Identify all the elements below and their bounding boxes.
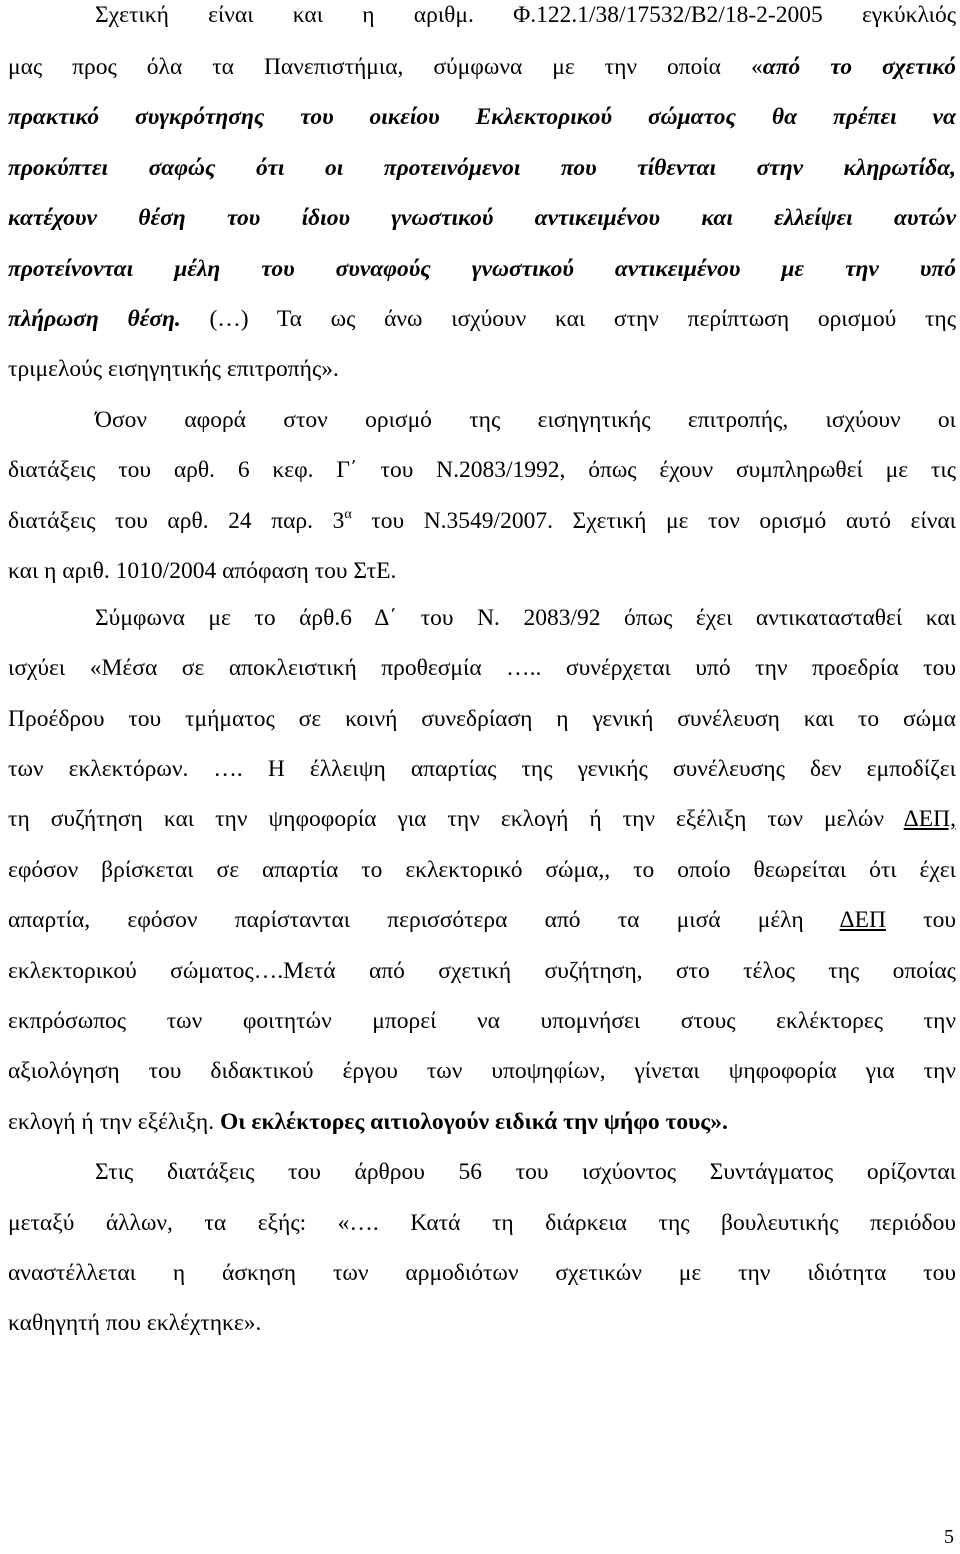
text-run: τη συζήτηση και την ψηφοφορία για την εκλογή ή την εξέλιξη των μελών	[8, 806, 904, 832]
text-run: εφόσον βρίσκεται σε απαρτία το εκλεκτορικό σώμα,, το οποίο θεωρείται ότι έχει	[8, 857, 956, 883]
text-line	[8, 556, 956, 586]
text-run: του Ν.3549/2007. Σχετική με τον ορισμό αυτό είναι	[351, 508, 957, 534]
text-run: μας προς όλα τα Πανεπιστήμια, σύμφωνα με την οποία «	[8, 54, 763, 80]
text-run: καθηγητή που εκλέχτηκε».	[8, 1310, 262, 1336]
text-line	[8, 304, 956, 334]
text-line	[8, 1208, 956, 1238]
emphasis-text: πλήρωση θέση.	[8, 306, 181, 332]
text-run: των εκλεκτόρων. …. Η έλλειψη απαρτίας της γενικής συνέλευσης δεν εμποδίζει	[8, 756, 956, 782]
text-run: διατάξεις του αρθ. 24 παρ. 3	[8, 508, 345, 534]
text-line	[8, 1258, 956, 1288]
text-run: εκπρόσωπος των φοιτητών μπορεί να υπομνήσει στους εκλέκτορες την	[8, 1008, 956, 1034]
text-run: του	[886, 907, 956, 933]
text-line	[8, 804, 956, 834]
text-line	[8, 603, 956, 633]
emphasis-text: από το σχετικό	[762, 54, 957, 80]
text-line	[8, 653, 956, 683]
text-line	[8, 1107, 956, 1137]
text-line	[8, 52, 956, 82]
text-run: Σχετική είναι και η αριθμ. Φ.122.1/38/17532/Β2/18-2-2005 εγκύκλιός	[95, 2, 956, 28]
text-line	[8, 203, 956, 233]
text-run: και η αριθ. 1010/2004 απόφαση του ΣτΕ.	[8, 558, 397, 584]
text-line	[8, 704, 956, 734]
text-line	[8, 254, 956, 284]
underlined-text: ΔΕΠ	[839, 907, 886, 933]
text-line	[8, 0, 956, 30]
superscript: α	[344, 507, 352, 522]
emphasis-text: κατέχουν θέση του ίδιου γνωστικού αντικειμένου και ελλείψει αυτών	[8, 205, 956, 231]
text-run: αξιολόγηση του διδακτικού έργου των υποψηφίων, γίνεται ψηφοφορία για την	[8, 1058, 956, 1084]
text-run: εκλεκτορικού σώματος….Μετά από σχετική συζήτηση, στο τέλος της οποίας	[8, 958, 956, 984]
text-line	[8, 1056, 956, 1086]
text-line	[8, 956, 956, 986]
text-run: απαρτία, εφόσον παρίστανται περισσότερα από τα μισά μέλη	[8, 907, 840, 933]
text-line	[8, 354, 956, 384]
text-line	[8, 905, 956, 935]
text-run: Προέδρου του τμήματος σε κοινή συνεδρίαση η γενική συνέλευση και το σώμα	[8, 706, 956, 732]
text-run: ισχύει «Μέσα σε αποκλειστική προθεσμία ….. συνέρχεται υπό την προεδρία του	[8, 655, 956, 681]
text-run: αναστέλλεται η άσκηση των αρμοδιότων σχετικών με την ιδιότητα του	[8, 1260, 956, 1286]
text-line	[8, 1157, 956, 1187]
text-run: τριμελούς εισηγητικής επιτροπής».	[8, 356, 339, 382]
text-line	[8, 455, 956, 485]
text-run: Στις διατάξεις του άρθρου 56 του ισχύοντος Συντάγματος ορίζονται	[95, 1159, 956, 1185]
text-line	[8, 506, 956, 536]
text-run: διατάξεις του αρθ. 6 κεφ. Γ΄ του Ν.2083/1992, όπως έχουν συμπληρωθεί με τις	[8, 457, 956, 483]
text-line	[8, 153, 956, 183]
emphasis-text: προτείνονται μέλη του συναφούς γνωστικού αντικειμένου με την υπό	[8, 256, 956, 282]
text-run: μεταξύ άλλων, τα εξής: «…. Κατά τη διάρκεια της βουλευτικής περιόδου	[8, 1210, 956, 1236]
text-line	[8, 102, 956, 132]
text-run: Σύμφωνα με το άρθ.6 Δ΄ του Ν. 2083/92 όπως έχει αντικατασταθεί και	[95, 605, 956, 631]
text-line	[8, 1308, 956, 1338]
bold-text: Οι εκλέκτορες αιτιολογούν ειδικά την ψήφο τους».	[219, 1109, 728, 1135]
text-line	[8, 405, 956, 435]
text-run: Όσον αφορά στον ορισμό της εισηγητικής επιτροπής, ισχύουν οι	[95, 407, 956, 433]
text-line	[8, 754, 956, 784]
text-line	[8, 1006, 956, 1036]
emphasis-text: προκύπτει σαφώς ότι οι προτεινόμενοι που τίθενται στην κληρωτίδα,	[8, 155, 956, 181]
text-line	[8, 855, 956, 885]
emphasis-text: πρακτικό συγκρότησης του οικείου Εκλεκτορικού σώματος θα πρέπει να	[8, 104, 956, 130]
text-run: (…) Τα ως άνω ισχύουν και στην περίπτωση ορισμού της	[180, 306, 956, 332]
text-run: εκλογή ή την εξέλιξη.	[8, 1109, 220, 1135]
page-number: 5	[944, 1526, 954, 1548]
underlined-text: ΔΕΠ,	[903, 806, 956, 832]
